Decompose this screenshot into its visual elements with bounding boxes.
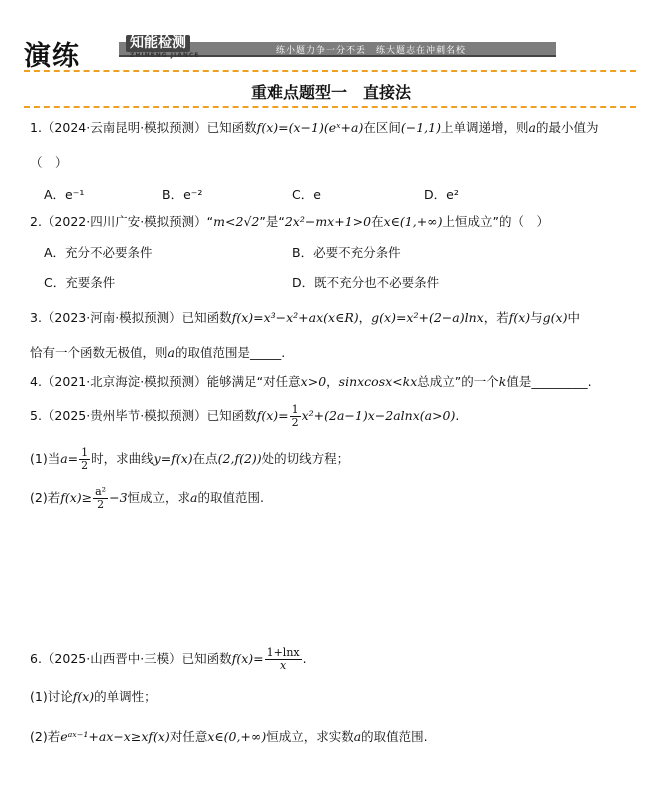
section-title: 重难点题型一 直接法 [250,83,411,102]
question-3-line-2: 恰有一个函数无极值，则a的取值范围是_____. [30,345,286,360]
question-3: 3.（2023·河南·模拟预测）已知函数f(x)=x³−x²+ax(x∈R)，g(x)=x²+(2−a)lnx，若f(x)与g(x)中 [30,310,580,325]
divider-bottom [24,106,636,108]
header-banner [24,34,558,72]
q1-option-c: C．e [292,187,321,202]
question-1: 1.（2024·云南昆明·模拟预测）已知函数f(x)=(x−1)(eˣ+a)在区间(−1,1)上单调递增，则a的最小值为 [30,120,599,135]
q2-option-c: C．充要条件 [44,275,116,290]
question-5-part-2: (2)若f(x)≥ $\frac{\text{a²}}{2}$ −3恒成立，求a的取值范围. [30,485,264,511]
question-1-paren: （ ） [30,155,68,170]
q5-p2-fraction: $\frac{\text{a²}}{2}$ [95,485,107,511]
q5-fraction: $\frac{1}{2}$ [291,403,299,429]
q1-option-b: B．e⁻² [162,187,203,202]
q2-option-b: B．必要不充分条件 [292,245,401,260]
question-5-part-1: (1)当a= $\frac{1}{2}$ 时，求曲线y=f(x)在点(2,f(2))处的切线方程； [30,446,350,472]
banner-motto: 练小题力争一分不丢 练大题志在冲刺名校 [276,46,467,56]
question-5: 5.（2025·贵州毕节·模拟预测）已知函数f(x)= $\frac{1}{2}$ x²+(2a−1)x−2alnx(a>0). [30,403,460,429]
question-4: 4.（2021·北京海淀·模拟预测）能够满足“对任意x>0，sinxcosx<kx总成立”的一个k值是_________. [30,374,592,389]
banner-label: 知能检测 [126,35,190,52]
q2-option-a: A．充分不必要条件 [44,245,153,260]
q6-fraction: $\frac{1+\ln x}{x}$ [266,646,300,672]
banner-big-title: 演练 [24,41,80,72]
q1-option-d: D．e² [424,187,459,202]
q2-option-d: D．既不充分也不必要条件 [292,275,440,290]
question-6-part-1: (1)讨论f(x)的单调性； [30,689,157,704]
question-6: 6.（2025·山西晋中·三模）已知函数f(x)= $\frac{1+\ln x}{x}$ . [30,646,307,672]
question-2: 2.（2022·四川广安·模拟预测）“m<2√2”是“2x²−mx+1>0在x∈(1,+∞)上恒成立”的（ ） [30,214,549,229]
q5-p1-fraction: $\frac{1}{2}$ [81,446,89,472]
question-6-part-2: (2)若eᵃˣ⁻¹+ax−x≥xf(x)对任意x∈(0,+∞)恒成立，求实数a的取值范围. [30,729,428,744]
q1-option-a: A．e⁻¹ [44,187,85,202]
banner-pinyin: ZHINENG JIANCE [130,52,200,59]
divider-top [24,70,636,72]
